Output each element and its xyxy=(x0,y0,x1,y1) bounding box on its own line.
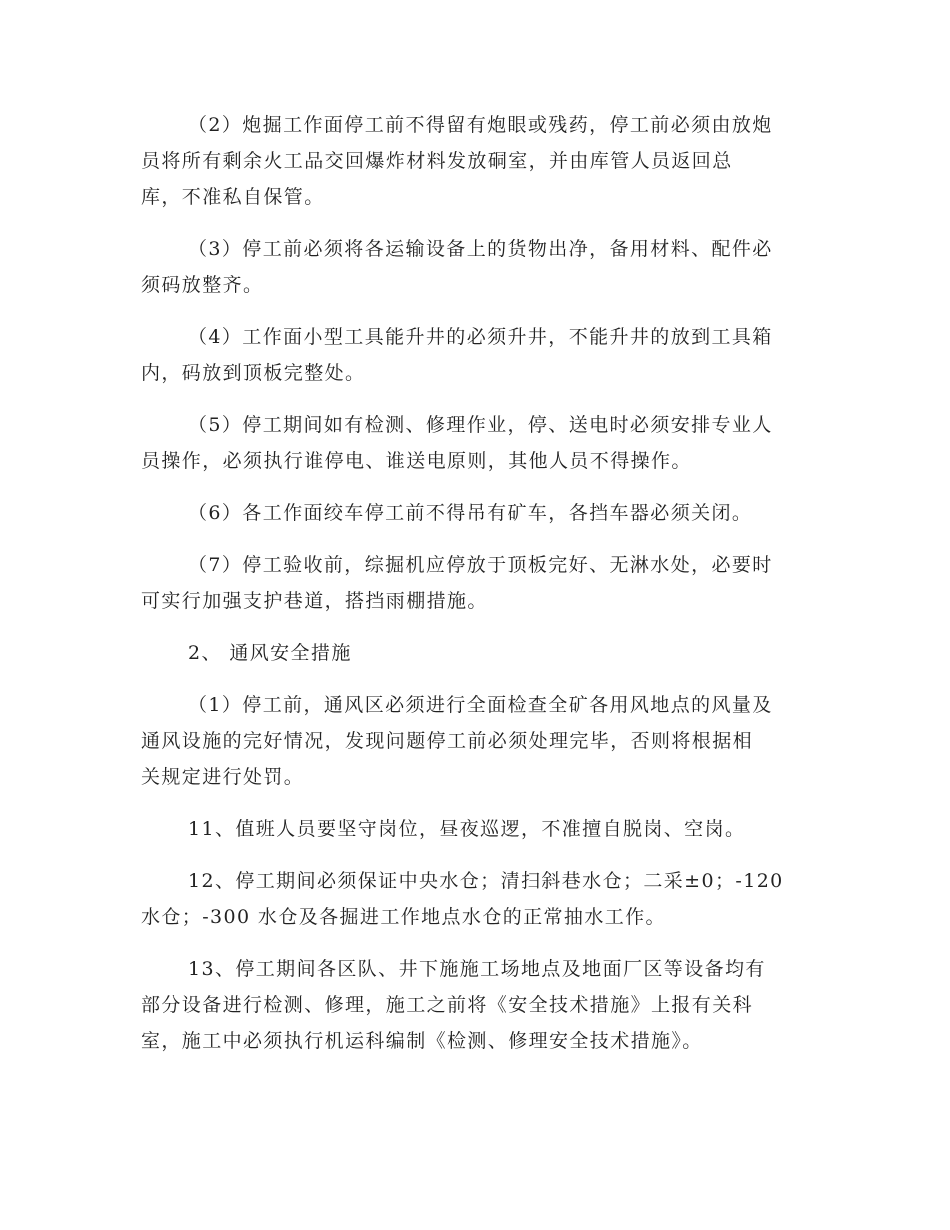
paragraph-tools xyxy=(141,319,811,391)
section-heading-text: 2、 通风安全措施 xyxy=(188,642,352,664)
document-body xyxy=(141,107,811,1075)
paragraph-line: 部分设备进行检测、修理，施工之前将《安全技术措施》上报有关科 xyxy=(141,994,754,1016)
paragraph-line: 11、值班人员要坚守岗位，昼夜巡逻，不准擅自脱岗、空岗。 xyxy=(188,818,746,840)
paragraph-line: 室，施工中必须执行机运科编制《检测、修理安全技术措施》。 xyxy=(141,1030,703,1052)
paragraph-duty xyxy=(141,811,811,847)
paragraph-line: （1）停工前，通风区必须进行全面检查全矿各用风地点的风量及 xyxy=(188,694,773,716)
paragraph-line: （2）炮掘工作面停工前不得留有炮眼或残药，停工前必须由放炮 xyxy=(188,114,773,136)
paragraph-line: （7）停工验收前，综掘机应停放于顶板完好、无淋水处，必要时 xyxy=(188,554,773,576)
paragraph-line: 关规定进行处罚。 xyxy=(141,766,305,788)
paragraph-line: （4）工作面小型工具能升井的必须升井，不能升井的放到工具箱 xyxy=(188,326,773,348)
section-heading-ventilation xyxy=(141,635,811,671)
paragraph-line: （3）停工前必须将各运输设备上的货物出净，备用材料、配件必 xyxy=(188,238,773,260)
paragraph-winch xyxy=(141,495,811,531)
paragraph-line: 员将所有剩余火工品交回爆炸材料发放硐室，并由库管人员返回总 xyxy=(141,150,733,172)
paragraph-line: 12、停工期间必须保证中央水仓；清扫斜巷水仓；二采±0；-120 xyxy=(188,870,784,892)
paragraph-maintenance xyxy=(141,407,811,479)
paragraph-line: 库，不准私自保管。 xyxy=(141,186,325,208)
paragraph-line: 水仓；-300 水仓及各掘进工作地点水仓的正常抽水工作。 xyxy=(141,906,666,928)
paragraph-line: 通风设施的完好情况，发现问题停工前必须处理完毕，否则将根据相 xyxy=(141,730,754,752)
paragraph-line: 员操作，必须执行谁停电、谁送电原则，其他人员不得操作。 xyxy=(141,450,692,472)
paragraph-ventilation-check xyxy=(141,687,811,795)
paragraph-acceptance xyxy=(141,547,811,619)
paragraph-line: 13、停工期间各区队、井下施施工场地点及地面厂区等设备均有 xyxy=(188,958,766,980)
paragraph-equipment xyxy=(141,951,811,1059)
paragraph-pumping xyxy=(141,863,811,935)
paragraph-line: 可实行加强支护巷道，搭挡雨棚措施。 xyxy=(141,590,488,612)
paragraph-blasting xyxy=(141,107,811,215)
paragraph-transport xyxy=(141,231,811,303)
paragraph-line: （5）停工期间如有检测、修理作业，停、送电时必须安排专业人 xyxy=(188,414,773,436)
paragraph-line: 须码放整齐。 xyxy=(141,274,264,296)
paragraph-line: （6）各工作面绞车停工前不得吊有矿车，各挡车器必须关闭。 xyxy=(188,502,753,524)
paragraph-line: 内，码放到顶板完整处。 xyxy=(141,362,366,384)
